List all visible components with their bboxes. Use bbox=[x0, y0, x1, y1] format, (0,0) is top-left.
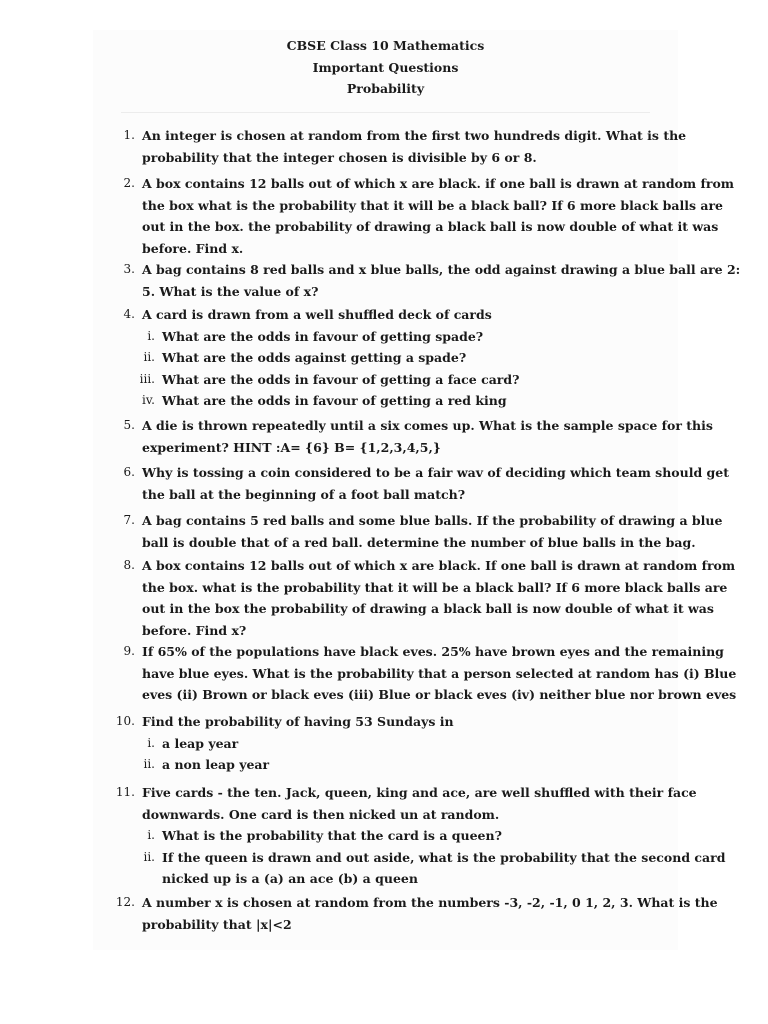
header-subject: CBSE Class 10 Mathematics bbox=[286, 38, 485, 53]
document-page bbox=[93, 30, 741, 950]
question-text bbox=[142, 259, 741, 302]
question-text bbox=[142, 641, 737, 706]
sub-question-number: i. bbox=[147, 735, 155, 750]
question-line: 5. What is the value of x? bbox=[142, 283, 319, 299]
question-number: 12. bbox=[115, 895, 135, 909]
question-number: 9. bbox=[123, 644, 135, 658]
question-line: ball is double that of a red ball. determine the number of blue balls in the bag. bbox=[142, 534, 696, 550]
question-line: Why is tossing a coin considered to be a fair wav of deciding which team should get bbox=[142, 465, 730, 480]
sub-question-number: iii. bbox=[139, 371, 155, 386]
sub-question-number: ii. bbox=[143, 350, 155, 364]
sub-question-text bbox=[162, 825, 657, 847]
sub-question-line: If the queen is drawn and out aside, what is the probability that the second card bbox=[162, 849, 726, 865]
question-line: An integer is chosen at random from the first two hundreds digit. What is the bbox=[142, 128, 687, 143]
question-line: experiment? HINT :A= {6} B= {1,2,3,4,5,} bbox=[142, 439, 441, 455]
sub-question-line: What is the probability that the card is a queen? bbox=[162, 828, 502, 843]
sub-question-text bbox=[162, 754, 657, 776]
question-line: Find the probability of having 53 Sundays in bbox=[142, 714, 454, 729]
question-line: before. Find x? bbox=[142, 622, 247, 638]
sub-question-number: ii. bbox=[143, 757, 155, 771]
sub-question-line: What are the odds in favour of getting spade? bbox=[162, 328, 484, 344]
sub-question-line: What are the odds in favour of getting a face card? bbox=[162, 371, 520, 387]
question-line: have blue eyes. What is the probability that a person selected at random has (i) Blue bbox=[142, 665, 737, 681]
sub-question-line: What are the odds in favour of getting a red king bbox=[162, 393, 507, 408]
sub-question-line: What are the odds against getting a spade? bbox=[162, 350, 467, 365]
sub-question-line: a non leap year bbox=[162, 757, 270, 772]
question-line: probability that |x|<2 bbox=[142, 916, 292, 932]
question-line: out in the box the probability of drawing a black ball is now double of what it was bbox=[142, 601, 714, 616]
question-line: A box contains 12 balls out of which x are black. if one ball is drawn at random from bbox=[142, 176, 735, 191]
sub-question-number: i. bbox=[147, 828, 155, 842]
question-line: the box what is the probability that it will be a black ball? If 6 more black balls are bbox=[142, 197, 723, 213]
question-line: A bag contains 5 red balls and some blue balls. If the probability of drawing a blue bbox=[142, 513, 723, 528]
header-topic: Probability bbox=[346, 81, 425, 96]
sub-question-text bbox=[162, 369, 657, 391]
sub-question-text bbox=[162, 847, 726, 890]
question-line: If 65% of the populations have black eves. 25% have brown eyes and the remaining bbox=[142, 644, 724, 659]
question-line: A number x is chosen at random from the numbers -3, -2, -1, 0 1, 2, 3. What is the bbox=[142, 895, 718, 910]
question-line: before. Find x. bbox=[142, 240, 244, 256]
sub-question-number: ii. bbox=[143, 849, 155, 864]
sub-question-text bbox=[162, 326, 657, 348]
question-text bbox=[142, 462, 730, 505]
question-text bbox=[142, 304, 654, 326]
question-text bbox=[142, 510, 723, 553]
question-line: A die is thrown repeatedly until a six comes up. What is the sample space for this bbox=[142, 418, 713, 433]
question-text bbox=[142, 892, 718, 935]
question-line: eves (ii) Brown or black eves (iii) Blue or black eves (iv) neither blue nor brown eves bbox=[142, 687, 737, 702]
question-number: 4. bbox=[123, 307, 135, 321]
question-line: probability that the integer chosen is divisible by 6 or 8. bbox=[142, 149, 537, 165]
question-text bbox=[142, 415, 713, 458]
question-number: 8. bbox=[123, 558, 135, 572]
question-line: the ball at the beginning of a foot ball match? bbox=[142, 486, 466, 502]
question-number: 7. bbox=[123, 513, 135, 527]
question-line: out in the box. the probability of drawing a black ball is now double of what it was bbox=[142, 219, 719, 234]
question-number: 3. bbox=[123, 262, 135, 276]
sub-question-line: nicked up is a (a) an ace (b) a queen bbox=[162, 871, 418, 886]
question-line: A bag contains 8 red balls and x blue balls, the odd against drawing a blue ball are 2: bbox=[142, 262, 741, 277]
question-line: A box contains 12 balls out of which x are black. If one ball is drawn at random from bbox=[142, 558, 736, 573]
question-number: 5. bbox=[123, 418, 135, 432]
sub-question-number: i. bbox=[147, 328, 155, 343]
sub-question-text bbox=[162, 733, 657, 755]
header-title: Important Questions bbox=[312, 60, 459, 75]
question-text bbox=[142, 782, 697, 825]
sub-question-text bbox=[162, 390, 657, 412]
question-number: 11. bbox=[115, 785, 135, 799]
question-line: Five cards - the ten. Jack, queen, king and ace, are well shuffled with their face bbox=[142, 785, 697, 800]
sub-question-line: a leap year bbox=[162, 735, 239, 751]
question-line: A card is drawn from a well shuffled deck of cards bbox=[142, 307, 492, 322]
question-text bbox=[142, 711, 654, 733]
question-text bbox=[142, 555, 736, 641]
question-number: 6. bbox=[123, 465, 135, 479]
question-number: 1. bbox=[123, 128, 135, 142]
question-line: downwards. One card is then nicked un at random. bbox=[142, 806, 500, 822]
question-text bbox=[142, 173, 735, 259]
question-number: 2. bbox=[123, 176, 135, 190]
question-number: 10. bbox=[115, 714, 135, 728]
sub-question-text bbox=[162, 347, 657, 369]
question-line: the box. what is the probability that it will be a black ball? If 6 more black balls are bbox=[142, 579, 728, 595]
header-divider bbox=[121, 112, 650, 113]
question-text bbox=[142, 125, 687, 168]
sub-question-number: iv. bbox=[141, 393, 155, 407]
